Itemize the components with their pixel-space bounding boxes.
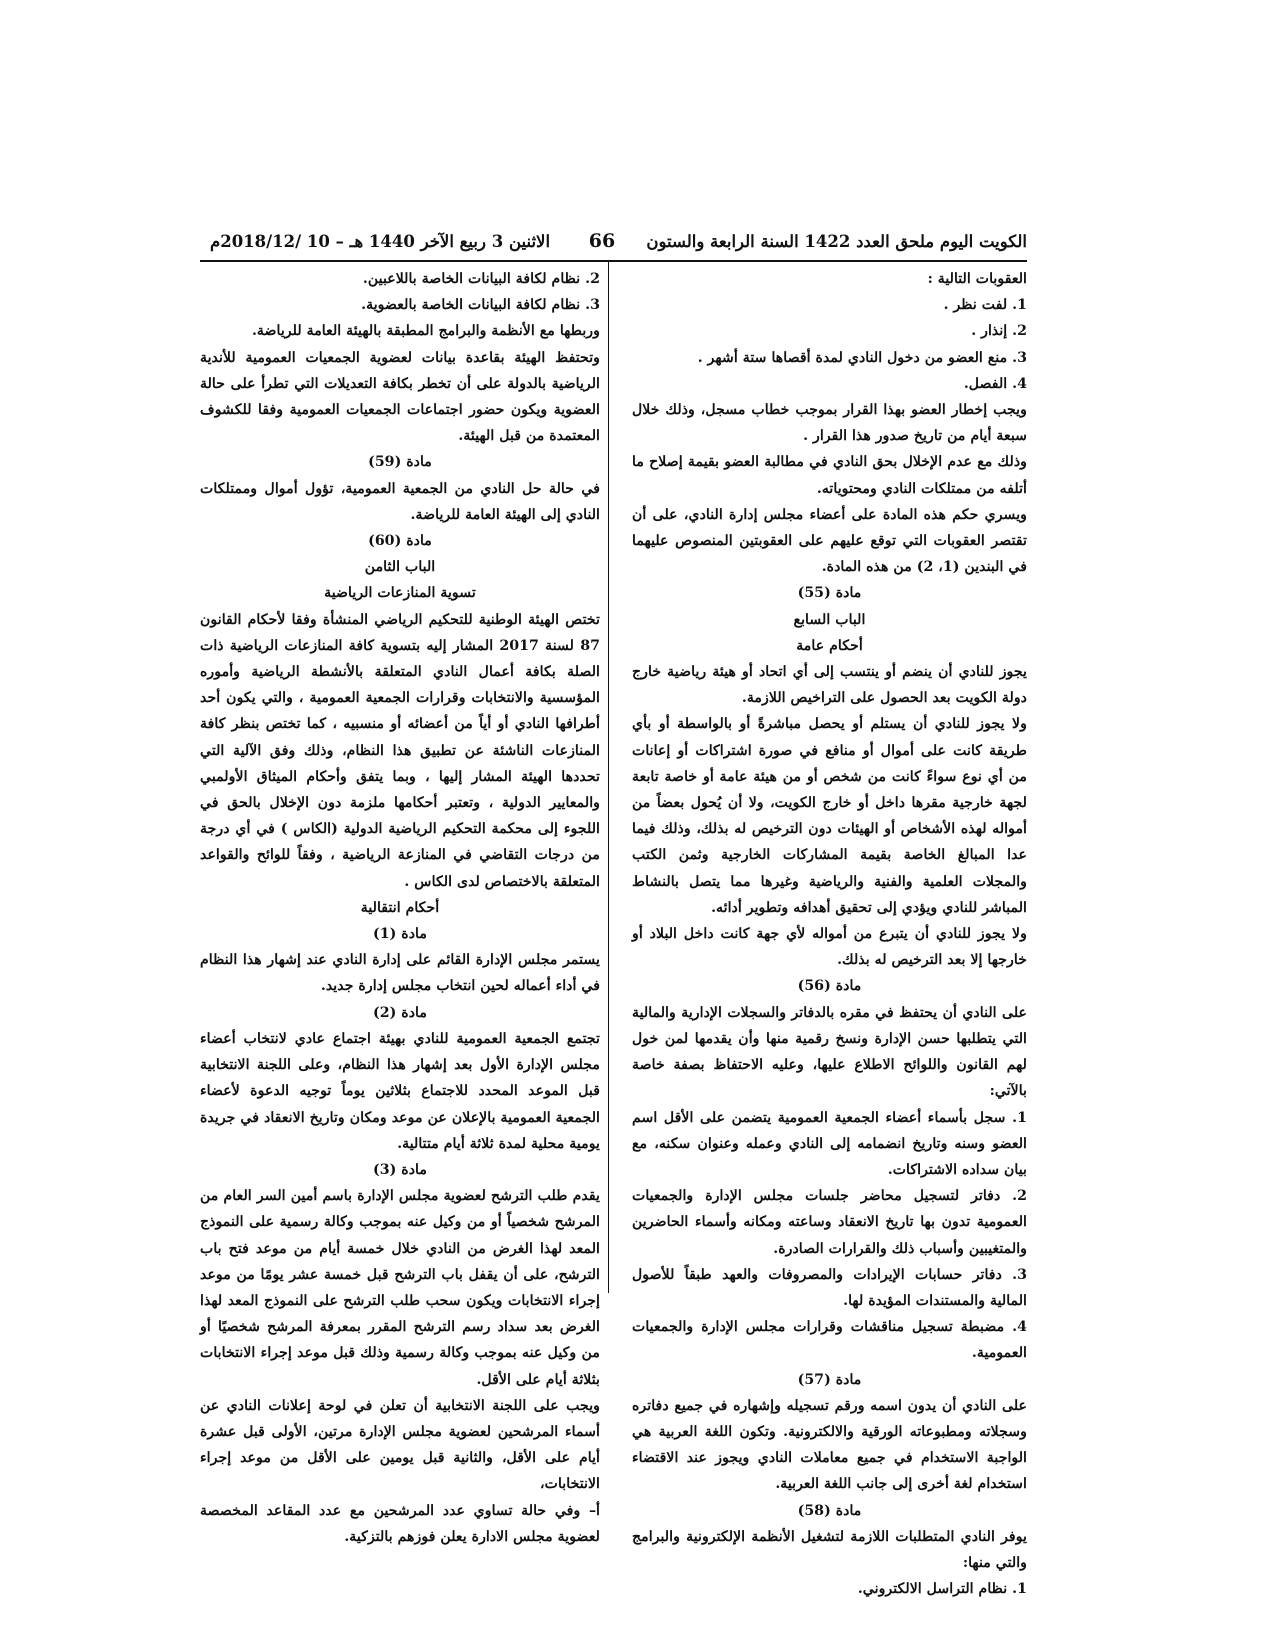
paragraph: 4. مضبطة تسجيل مناقشات وقرارات مجلس الإدارة والجمعيات العمومية. — [632, 1319, 1027, 1362]
section-heading: مادة (60) — [368, 533, 432, 550]
section-heading: مادة (2) — [373, 1004, 427, 1021]
paragraph: وربطها مع الأنظمة والبرامج المطبقة بالهيئة العامة للرياضة. — [251, 323, 600, 340]
paragraph: 3. دفاتر حسابات الإيرادات والمصروفات والعهد طبقاً للأصول المالية والمستندات المؤيدة لها. — [632, 1266, 1027, 1309]
section-heading: مادة (3) — [373, 1161, 427, 1178]
paragraph: ويسري حكم هذه المادة على أعضاء مجلس إدارة النادي، على أن تقتصر العقوبات التي توقع عليهم على العقوبتين المنصوص عليهما في البندين (1، 2) من هذه المادة. — [632, 506, 1027, 576]
section-heading: تسوية المنازعات الرياضية — [324, 585, 476, 602]
header-rule — [200, 260, 1027, 262]
paragraph: 1. نظام التراسل الالكتروني. — [857, 1581, 1027, 1598]
paragraph: ويجب على اللجنة الانتخابية أن تعلن في لوحة إعلانات النادي عن أسماء المرشحين لعضوية مجلس الإدارة مرتين، الأولى قبل عشرة أيام على الأقل، والثانية قبل يومين على الأقل من موعد إجراء الانتخابات، — [200, 1397, 600, 1493]
page-number: 66 — [588, 230, 616, 252]
header-issue: الكويت اليوم ملحق العدد 1422 السنة الرابعة والستون — [646, 232, 1027, 251]
page-header — [200, 228, 1027, 260]
paragraph: العقوبات التالية : — [927, 271, 1027, 287]
paragraph: يجوز للنادي أن ينضم أو ينتسب إلى أي اتحاد أو هيئة رياضية خارج دولة الكويت بعد الحصول على التراخيص اللازمة. — [632, 664, 1027, 707]
section-heading: مادة (59) — [368, 454, 432, 471]
column-divider — [608, 261, 609, 1293]
paragraph: على النادي أن يحتفظ في مقره بالدفاتر والسجلات الإدارية والمالية التي يتطلبها حسن الإدارة ونسخ رقمية منها وأن يقدمها لمن خول لهم القانون واللوائح الاطلاع عليها، وعليه الاحتفاظ بصفة خاصة بالآتي: — [632, 1004, 1027, 1100]
paragraph: في حالة حل النادي من الجمعية العمومية، تؤول أموال وممتلكات النادي إلى الهيئة العامة للرياضة. — [200, 480, 600, 523]
section-heading: مادة (55) — [797, 585, 862, 602]
paragraph: ولا يجوز للنادي أن يتبرع من أمواله لأي جهة كانت داخل البلاد أو خارجها إلا بعد الترخيص له بذلك. — [632, 926, 1027, 969]
paragraph: تختص الهيئة الوطنية للتحكيم الرياضي المنشأة وفقا لأحكام القانون 87 لسنة 2017 المشار إليه بتسوية كافة المنازعات الرياضية ذات الصلة بكافة أعمال النادي المتعلقة بالأنشطة الرياضية وأموره المؤسسية والانتخابات وقرارات الجمعية العمومية ، والتي يكون أحد أطرافها النادي أو أياً من أعضائه أو منسبيه ، كما تختص بنظر كافة المنازعات الناشئة عن تطبيق هذا النظام، وذلك وفق الآلية التي تحددها الهيئة المشار إليها ، وبما يتفق وأحكام الميثاق الأولمبي والمعايير الدولية ، وتعتبر أحكامها ملزمة دون الإخلال بالحق في اللجوء إلى محكمة التحكيم الرياضية الدولية (الكاس ) في أي درجة من درجات التقاضي في المنازعة الرياضية ، وفقاً للوائح والقواعد المتعلقة بالاختصاص لدى الكاس . — [200, 611, 600, 890]
header-date: الاثنين 3 ربيع الآخر 1440 هـ – 10 /2018/12م — [210, 232, 551, 251]
paragraph: وذلك مع عدم الإخلال بحق النادي في مطالبة العضو بقيمة إصلاح ما أتلفه من ممتلكات النادي ومحتوياته. — [632, 454, 1027, 497]
section-heading: الباب السابع — [793, 611, 866, 628]
paragraph: أ– وفي حالة تساوي عدد المرشحين مع عدد المقاعد المخصصة لعضوية مجلس الادارة يعلن فوزهم بالتزكية. — [200, 1502, 600, 1545]
left-column — [200, 266, 600, 1550]
paragraph: 2. دفاتر لتسجيل محاضر جلسات مجلس الإدارة والجمعيات العمومية تدون بها تاريخ الانعقاد وساعته ومكانه وأسماء الحاضرين والمتغيبين وأسباب ذلك والقرارات الصادرة. — [632, 1188, 1027, 1257]
paragraph: يستمر مجلس الإدارة القائم على إدارة النادي عند إشهار هذا النظام في أداء أعماله لحين انتخاب مجلس إدارة جديد. — [200, 952, 600, 995]
paragraph: 3. منع العضو من دخول النادي لمدة أقصاها ستة أشهر . — [697, 349, 1027, 366]
section-heading: أحكام عامة — [796, 637, 863, 654]
gazette-page — [200, 228, 1027, 1598]
paragraph: ولا يجوز للنادي أن يستلم أو يحصل مباشرةً أو بالواسطة أو بأي طريقة كانت على أموال أو منافع في صورة اشتراكات أو إعانات من أي نوع سواءً كانت من شخص أو من هيئة عامة أو خاصة تابعة لجهة خارجية مقرها داخل أو خارج الكويت، ولا أن يُحول بعضاً من أمواله لهذه الأشخاص أو الهيئات دون الترخيص له بذلك، وذلك فيما عدا المبالغ الخاصة بقيمة المشاركات الخارجية وثمن الكتب والمجلات العلمية والفنية والرياضية وغيرها مما يتصل بالنشاط المباشر للنادي ويؤدي إلى تحقيق أهدافه وتطوير أدائه. — [632, 716, 1027, 916]
paragraph: 3. نظام لكافة البيانات الخاصة بالعضوية. — [361, 297, 600, 314]
paragraph: وتحتفظ الهيئة بقاعدة بيانات لعضوية الجمعيات العمومية للأندية الرياضية بالدولة على أن تخطر بكافة التعديلات التي تطرأ على حالة العضوية ويكون حضور اجتماعات الجمعيات العمومية وفقا للكشوف المعتمدة من قبل الهيئة. — [200, 349, 600, 445]
paragraph: يوفر النادي المتطلبات اللازمة لتشغيل الأنظمة الإلكترونية والبرامج والتي منها: — [632, 1528, 1027, 1571]
paragraph: 2. إنذار . — [971, 323, 1027, 340]
right-column — [632, 266, 1027, 1602]
paragraph: ويجب إخطار العضو بهذا القرار بموجب خطاب مسجل، وذلك خلال سبعة أيام من تاريخ صدور هذا القرار . — [632, 402, 1027, 445]
section-heading: مادة (56) — [797, 978, 862, 995]
section-heading: مادة (1) — [373, 926, 427, 943]
paragraph: 1. لفت نظر . — [943, 297, 1027, 314]
section-heading: أحكام انتقالية — [360, 899, 440, 916]
paragraph: 4. الفصل. — [963, 375, 1027, 392]
section-heading: مادة (58) — [797, 1502, 862, 1519]
paragraph: 1. سجل بأسماء أعضاء الجمعية العمومية يتضمن على الأقل اسم العضو وسنه وتاريخ انضمامه إلى النادي وعمله وعنوان سكنه، مع بيان سداده الاشتراكات. — [632, 1109, 1027, 1178]
paragraph: على النادي أن يدون اسمه ورقم تسجيله وإشهاره في جميع دفاتره وسجلاته ومطبوعاته الورقية والالكترونية. وتكون اللغة العربية هي الواجبة الاستخدام في جميع معاملات النادي ويجوز عند الاقتضاء استخدام لغة أخرى إلى جانب اللغة العربية. — [632, 1397, 1027, 1493]
section-heading: مادة (57) — [797, 1371, 862, 1388]
paragraph: تجتمع الجمعية العمومية للنادي بهيئة اجتماع عادي لانتخاب أعضاء مجلس الإدارة الأول بعد إشهار هذا النظام، وعلى اللجنة الانتخابية قبل الموعد المحدد للاجتماع بثلاثين يوماً توجيه الدعوة لأعضاء الجمعية العمومية بالإعلان عن موعد ومكان وتاريخ الانعقاد في جريدة يومية محلية لمدة ثلاثة أيام متتالية. — [200, 1030, 600, 1152]
section-heading: الباب الثامن — [364, 559, 436, 576]
paragraph: يقدم طلب الترشح لعضوية مجلس الإدارة باسم أمين السر العام من المرشح شخصياً أو من وكيل عنه بموجب وكالة رسمية على النموذج المعد لهذا الغرض من النادي خلال خمسة أيام من موعد فتح باب الترشح، على أن يقفل باب الترشح قبل خمسة عشر يومًا من موعد إجراء الانتخابات ويكون سحب طلب الترشح على النموذج المعد لهذا الغرض بعد سداد رسم الترشح المقرر بمعرفة المرشح شخصيًا أو من وكيل عنه بموجب وكالة رسمية وذلك قبل موعد إجراء الانتخابات بثلاثة أيام على الأقل. — [200, 1188, 600, 1388]
paragraph: 2. نظام لكافة البيانات الخاصة باللاعبين. — [362, 271, 600, 287]
